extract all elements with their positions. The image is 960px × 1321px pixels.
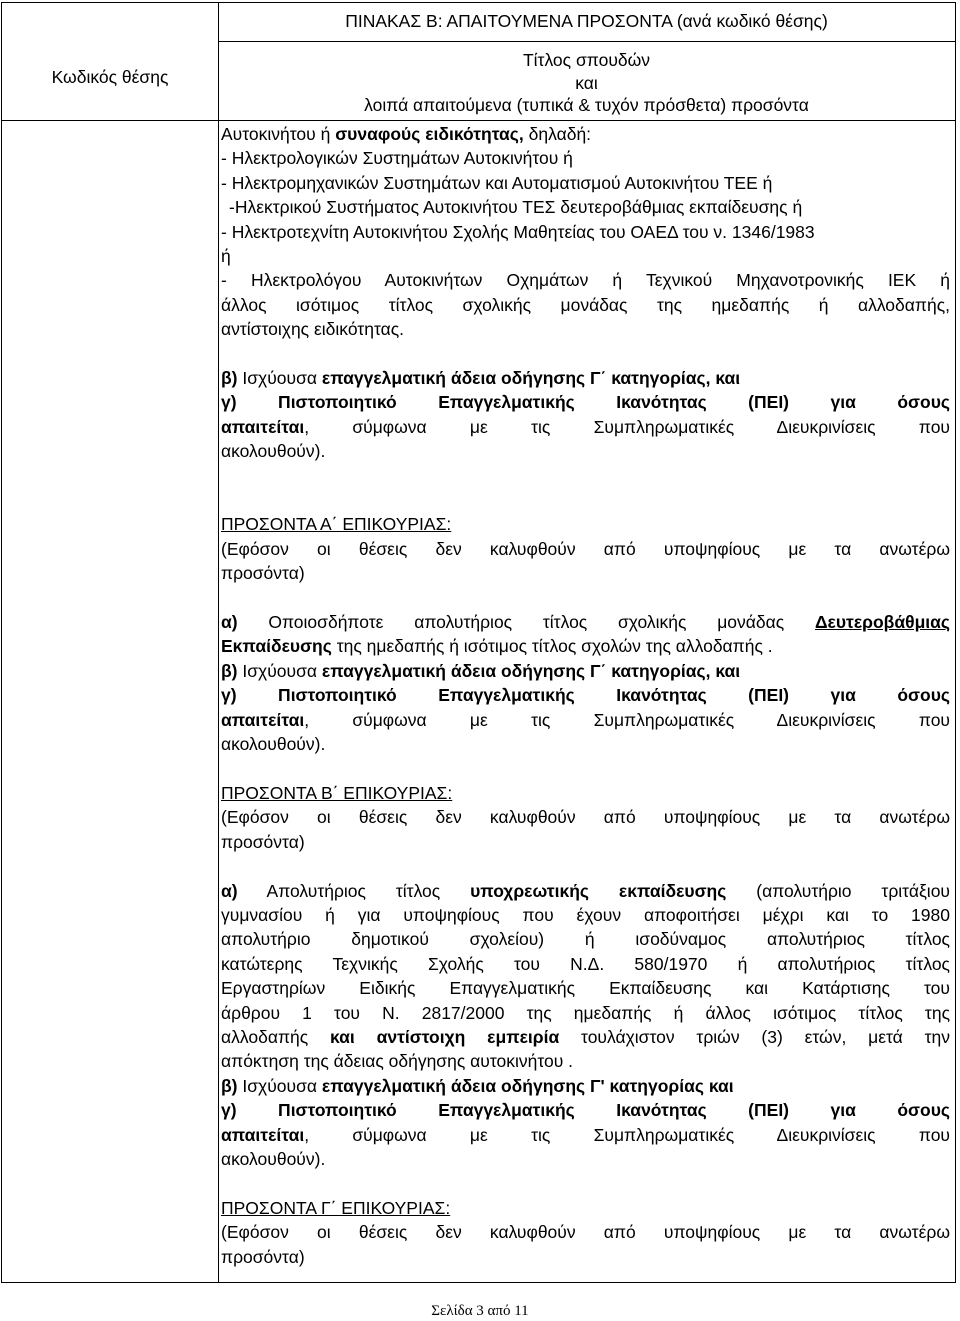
aux-a-item: α) Οποιοσδήποτε απολυτήριος τίτλος σχολικής μονάδας Δευτεροβάθμιας [221, 612, 950, 633]
intro-line: ή [221, 246, 231, 267]
qual-header-line-1: Τίτλος σπουδών [522, 50, 651, 70]
header-divider [2, 120, 955, 121]
aux-a-item: Εκπαίδευσης της ημεδαπής ή ισότιμος τίτλος σχολών της αλλοδαπής . [221, 636, 773, 657]
aux-a-heading: ΠΡΟΣΟΝΤΑ Α΄ ΕΠΙΚΟΥΡΙΑΣ: [221, 514, 452, 535]
aux-b-item: γυμνασίου ή για υποψηφίους που έχουν αποφοιτήσει μέχρι και το 1980 [221, 904, 950, 925]
intro-line: - Ηλεκτρολόγου Αυτοκινήτων Οχημάτων ή Τεχνικού Μηχανοτρονικής ΙΕΚ ή [221, 270, 950, 291]
title-divider [218, 41, 955, 42]
aux-c-note: (Εφόσον οι θέσεις δεν καλυφθούν από υποψηφίους με τα ανωτέρω [221, 1222, 950, 1243]
aux-b-note: (Εφόσον οι θέσεις δεν καλυφθούν από υποψηφίους με τα ανωτέρω [221, 807, 950, 828]
aux-b-item: α) Απολυτήριος τίτλος υποχρεωτικής εκπαίδευσης (απολυτήριο τριτάξιου [221, 880, 950, 901]
intro-line: - Ηλεκτρολογικών Συστημάτων Αυτοκινήτου ή [221, 148, 573, 169]
aux-a-pei: ακολουθούν). [221, 734, 326, 755]
intro-line: αντίστοιχης ειδικότητας. [221, 319, 405, 340]
page-number: Σελίδα 3 από 11 [431, 1303, 529, 1319]
aux-b-pei: γ) Πιστοποιητικό Επαγγελματικής Ικανότητας (ΠΕΙ) για όσους [221, 1100, 950, 1121]
aux-c-heading: ΠΡΟΣΟΝΤΑ Γ΄ ΕΠΙΚΟΥΡΙΑΣ: [221, 1197, 451, 1218]
aux-b-pei: ακολουθούν). [221, 1148, 326, 1169]
aux-b-license: β) Ισχύουσα επαγγελματική άδεια οδήγησης Γ' κατηγορίας και [221, 1075, 734, 1096]
aux-b-heading: ΠΡΟΣΟΝΤΑ Β΄ ΕΠΙΚΟΥΡΙΑΣ: [221, 782, 453, 803]
qualifications-content [221, 122, 950, 1269]
main-license-line: β) Ισχύουσα επαγγελματική άδεια οδήγησης Γ΄ κατηγορίας, και [221, 368, 741, 389]
intro-line: - Ηλεκτροτεχνίτη Αυτοκινήτου Σχολής Μαθητείας του ΟΑΕΔ του ν. 1346/1983 [221, 221, 815, 242]
aux-a-note: προσόντα) [221, 563, 305, 584]
aux-b-pei: απαιτείται, σύμφωνα με τις Συμπληρωματικές Διευκρινίσεις που [221, 1124, 950, 1145]
aux-c-note: προσόντα) [221, 1246, 305, 1267]
table-title: ΠΙΝΑΚΑΣ Β: ΑΠΑΙΤΟΥΜΕΝΑ ΠΡΟΣΟΝΤΑ (ανά κωδικό θέσης) [345, 11, 828, 31]
aux-a-note: (Εφόσον οι θέσεις δεν καλυφθούν από υποψηφίους με τα ανωτέρω [221, 538, 950, 559]
code-column-header: Κωδικός θέσης [51, 67, 169, 87]
aux-a-pei: γ) Πιστοποιητικό Επαγγελματικής Ικανότητας (ΠΕΙ) για όσους [221, 685, 950, 706]
main-pei-line: ακολουθούν). [221, 441, 326, 462]
intro-line: - Ηλεκτρομηχανικών Συστημάτων και Αυτοματισμού Αυτοκινήτου ΤΕΕ ή [221, 172, 773, 193]
aux-b-item: απόκτηση της άδειας οδήγησης αυτοκινήτου . [221, 1051, 574, 1072]
main-pei-line: απαιτείται, σύμφωνα με τις Συμπληρωματικές Διευκρινίσεις που [221, 416, 950, 437]
intro-line: Αυτοκινήτου ή συναφούς ειδικότητας, δηλαδή: [221, 124, 592, 144]
intro-line: άλλος ισότιμος τίτλος σχολικής μονάδας της ημεδαπής ή αλλοδαπής, [221, 294, 950, 315]
qual-header-line-3: λοιπά απαιτούμενα (τυπικά & τυχόν πρόσθετα) προσόντα [364, 95, 809, 115]
qualifications-column-header [218, 49, 955, 117]
aux-b-item: Εργαστηρίων Ειδικής Επαγγελματικής Εκπαίδευσης και Κατάρτισης του [221, 978, 950, 999]
aux-b-item: άρθρου 1 του Ν. 2817/2000 της ημεδαπής ή άλλος ισότιμος τίτλος της [221, 1002, 950, 1023]
qual-header-line-2: και [575, 72, 598, 93]
aux-b-note: προσόντα) [221, 831, 305, 852]
aux-a-license: β) Ισχύουσα επαγγελματική άδεια οδήγησης Γ΄ κατηγορίας, και [221, 660, 741, 681]
main-pei-line: γ) Πιστοποιητικό Επαγγελματικής Ικανότητας (ΠΕΙ) για όσους [221, 392, 950, 413]
aux-b-item: κατώτερης Τεχνικής Σχολής του Ν.Δ. 580/1970 ή απολυτήριος τίτλος [221, 953, 950, 974]
intro-line: -Ηλεκτρικού Συστήματος Αυτοκινήτου ΤΕΣ δευτεροβάθμιας εκπαίδευσης ή [229, 197, 803, 218]
aux-a-pei: απαιτείται, σύμφωνα με τις Συμπληρωματικές Διευκρινίσεις που [221, 709, 950, 730]
aux-b-item: αλλοδαπής και αντίστοιχη εμπειρία τουλάχιστον τριών (3) ετών, μετά την [221, 1026, 951, 1047]
aux-b-item: απολυτήριο δημοτικού σχολείου) ή ισοδύναμος απολυτήριος τίτλος [221, 929, 950, 950]
column-divider [218, 3, 219, 1282]
